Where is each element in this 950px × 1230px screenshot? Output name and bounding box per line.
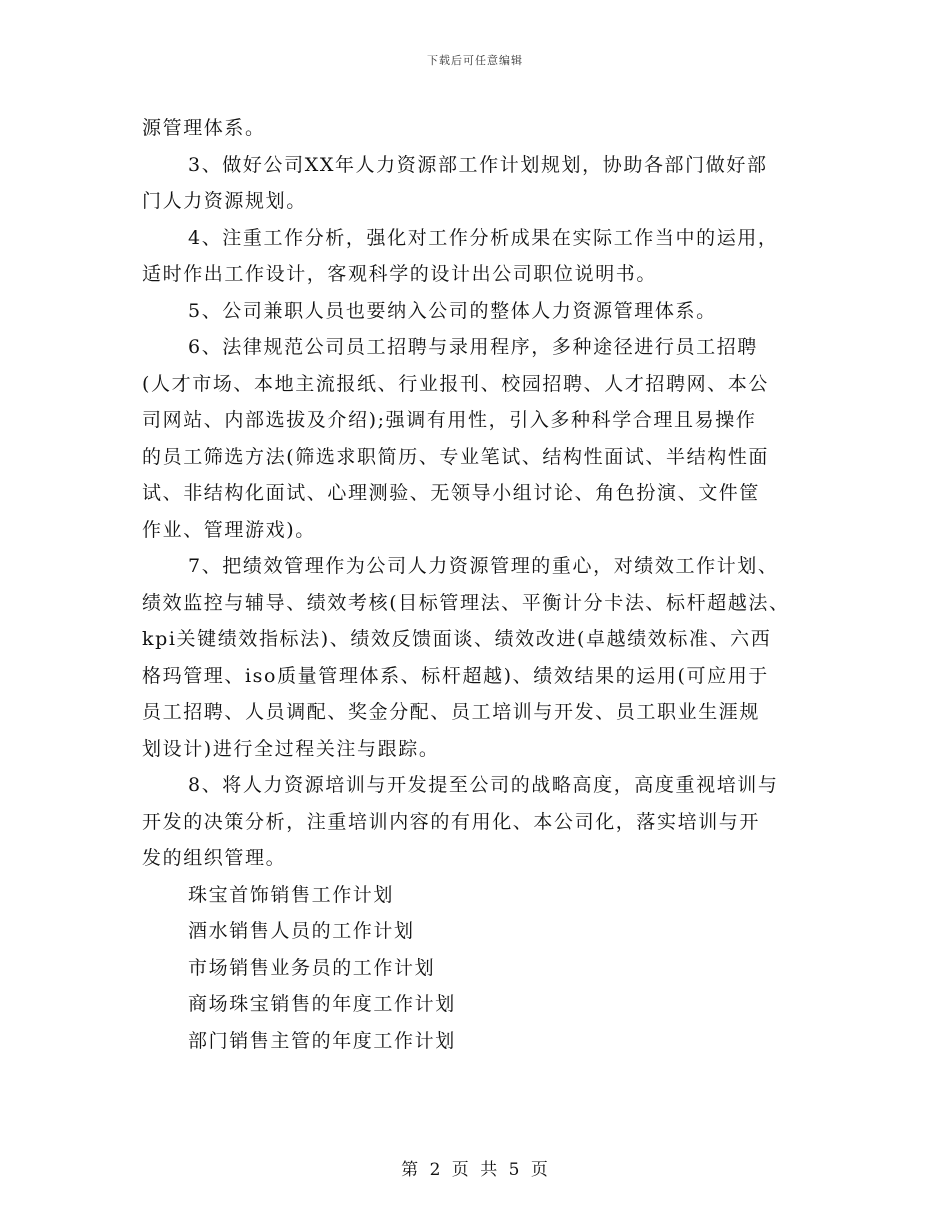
text-line: 3、做好公司XX年人力资源部工作计划规划，协助各部门做好部 — [188, 153, 768, 176]
page-footer: 第 2 页 共 5 页 — [401, 1160, 549, 1180]
text-line: 商场珠宝销售的年度工作计划 — [188, 993, 456, 1015]
text-line: kpi关键绩效指标法)、绩效反馈面谈、绩效改进(卓越绩效标准、六西 — [142, 628, 772, 650]
text-line: (人才市场、本地主流报纸、行业报刊、校园招聘、人才招聘网、本公 — [142, 372, 770, 395]
document-body — [142, 110, 822, 1059]
text-line: 8、将人力资源培训与开发提至公司的战略高度，高度重视培训与 — [188, 774, 779, 796]
text-line: 适时作出工作设计，客观科学的设计出公司职位说明书。 — [142, 263, 658, 285]
text-line: 4、注重工作分析，强化对工作分析成果在实际工作当中的运用， — [188, 226, 779, 249]
text-line: 酒水销售人员的工作计划 — [188, 920, 415, 942]
text-line: 员工招聘、人员调配、奖金分配、员工培训与开发、员工职业生涯规 — [142, 701, 761, 723]
text-line: 绩效监控与辅导、绩效考核(目标管理法、平衡计分卡法、标杆超越法、 — [142, 591, 790, 614]
text-line: 试、非结构化面试、心理测验、无领导小组讨论、角色扮演、文件筐 — [142, 482, 761, 504]
text-line: 珠宝首饰销售工作计划 — [188, 883, 395, 906]
text-line: 作业、管理游戏)。 — [142, 518, 316, 541]
text-line: 开发的决策分析，注重培训内容的有用化、本公司化，落实培训与开 — [142, 810, 761, 833]
text-line: 司网站、内部选拔及介绍);强调有用性，引入多种科学合理且易操作 — [142, 409, 757, 431]
text-line: 7、把绩效管理作为公司人力资源管理的重心，对绩效工作计划、 — [188, 555, 779, 577]
text-line: 发的组织管理。 — [142, 847, 287, 869]
text-line: 部门销售主管的年度工作计划 — [188, 1029, 456, 1052]
page-header: 下载后可任意编辑 — [427, 54, 523, 67]
text-line: 源管理体系。 — [142, 117, 266, 139]
text-line: 格玛管理、iso质量管理体系、标杆超越)、绩效结果的运用(可应用于 — [142, 664, 769, 687]
text-line: 门人力资源规划。 — [142, 190, 307, 212]
text-line: 6、法律规范公司员工招聘与录用程序，多种途径进行员工招聘 — [188, 336, 758, 358]
text-line: 5、公司兼职人员也要纳入公司的整体人力资源管理体系。 — [188, 299, 717, 322]
text-line: 划设计)进行全过程关注与跟踪。 — [142, 737, 440, 760]
text-line: 市场销售业务员的工作计划 — [188, 956, 436, 979]
text-line: 的员工筛选方法(筛选求职简历、专业笔试、结构性面试、半结构性面 — [142, 445, 770, 468]
